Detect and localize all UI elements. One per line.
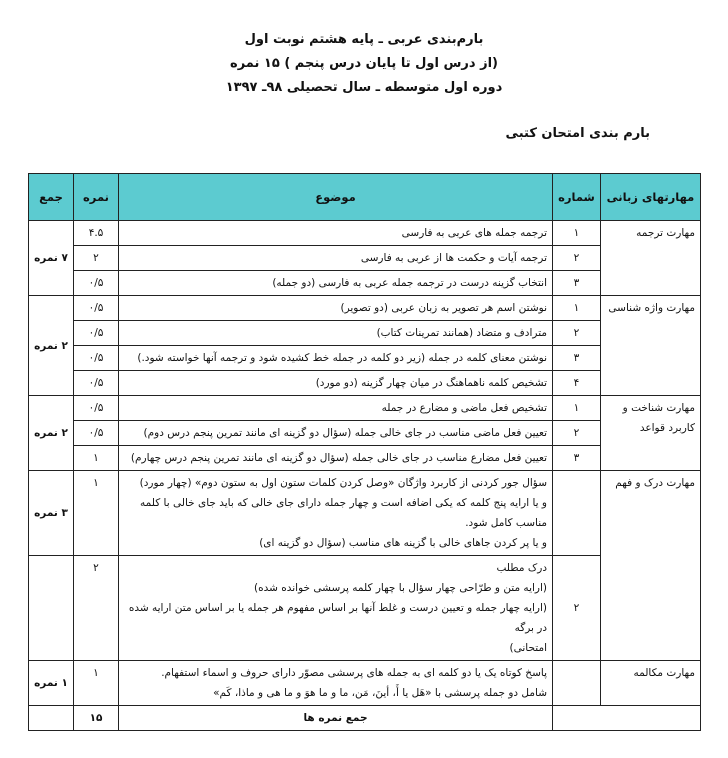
row-score: ۰/۵ [74,346,119,371]
table-row [29,321,701,346]
row-number: ۳ [553,271,601,296]
skill-cell: مهارت شناخت و کاربرد قواعد [601,396,701,471]
topic-line: (ارایه چهار جمله و تعیین درست و غلط آنها بر اساس مفهوم هر جمله یا بر اساس متن ارایه شده در برگه [128,602,547,634]
row-number: ۱ [553,296,601,321]
group-sum: ۲ نمره [29,396,74,471]
row-topic: تشخیص کلمه ناهماهنگ در میان چهار گزینه (دو مورد) [119,371,553,396]
col-header-number: شماره [553,174,601,221]
group-sum: ۱ نمره [29,661,74,706]
topic-line: پاسخ کوتاه یک یا دو کلمه ای به جمله های پرسشی مصوّر دارای حروف و اسماء استفهام. [161,667,547,679]
row-topic: نوشتن اسم هر تصویر به زبان عربی (دو تصویر) [119,296,553,321]
topic-line: شامل دو جمله پرسشی با «هَل یا أَ، أینَ، مَن، ما و ما هوَ و ما هی و ماذا، کَم» [213,687,547,699]
row-number: ۱ [553,396,601,421]
row-score: ۰/۵ [74,321,119,346]
row-topic: تعیین فعل مضارع مناسب در جای خالی جمله (سؤال دو گزینه ای مانند تمرین پنجم درس چهارم) [119,446,553,471]
row-number: ۱ [553,221,601,246]
row-score: ۴.۵ [74,221,119,246]
row-topic: نوشتن معنای کلمه در جمله (زیر دو کلمه در جمله خط کشیده شود و ترجمه آنها خواسته شود.) [119,346,553,371]
total-score: ۱۵ [74,706,119,731]
col-header-skills: مهارتهای زبانی [601,174,701,221]
row-number: ۲ [553,321,601,346]
row-number: ۳ [553,346,601,371]
topic-line: (ارایه متن و طرّاحی چهار سؤال با چهار کلمه پرسشی خوانده شده) [253,582,547,594]
topic-line: و یا ارایه پنج کلمه که یکی اضافه است و چهار جمله دارای جای خالی که باید جای خالی با کلمه [140,497,547,509]
row-number: ۴ [553,371,601,396]
table-row [29,446,701,471]
row-number: ۲ [553,421,601,446]
table-row [29,296,701,321]
row-number: ۳ [553,446,601,471]
row-topic: انتخاب گزینه درست در ترجمه جمله عربی به فارسی (دو جمله) [119,271,553,296]
row-number [553,471,601,556]
total-blank-number [553,706,601,731]
row-number [553,661,601,706]
row-score: ۰/۵ [74,271,119,296]
row-score: ۰/۵ [74,396,119,421]
col-header-topic: موضوع [119,174,553,221]
row-score: ۲ [74,246,119,271]
skill-cell: مهارت ترجمه [601,221,701,296]
subtitle: بارم بندی امتحان کتبی [505,126,650,141]
table-row [29,271,701,296]
table-header-row [29,174,701,221]
row-score: ۲ [74,556,119,661]
skill-cell: مهارت درک و فهم [601,471,701,661]
row-score: ۰/۵ [74,296,119,321]
row-topic: تشخیص فعل ماضی و مضارع در جمله [119,396,553,421]
score-table [28,173,701,731]
total-row [29,706,701,731]
header-line-1: بارم‌بندی عربی ـ پایه هشتم نوبت اول [244,32,484,47]
row-score: ۰/۵ [74,421,119,446]
table-row [29,371,701,396]
table-row [29,246,701,271]
row-topic: ترجمه جمله های عربی به فارسی [119,221,553,246]
header-line-2: (از درس اول تا پایان درس پنجم ) ۱۵ نمره [230,56,498,71]
topic-line: امتحانی) [509,642,547,654]
group-sum: ۲ نمره [29,296,74,396]
group-sum: ۳ نمره [29,471,74,556]
group-sum-empty [29,556,74,661]
skill-cell: مهارت مکالمه [601,661,701,706]
row-topic [119,471,553,556]
table-row [29,661,701,706]
total-blank-sum [29,706,74,731]
table-row [29,471,701,556]
row-topic [119,556,553,661]
row-number: ۲ [553,556,601,661]
row-score: ۱ [74,471,119,556]
row-score: ۱ [74,446,119,471]
table-row [29,421,701,446]
table-row [29,556,701,661]
skill-cell: مهارت واژه شناسی [601,296,701,396]
table-row [29,346,701,371]
row-score: ۱ [74,661,119,706]
topic-line: سؤال جور کردنی از کاربرد واژگان «وصل کردن کلمات ستون اول به ستون دوم» (چهار مورد) [139,477,547,489]
row-number: ۲ [553,246,601,271]
topic-line: و یا پر کردن جاهای خالی با گزینه های مناسب (سؤال دو گزینه ای) [259,537,547,549]
col-header-sum: جمع [29,174,74,221]
total-blank-skill [601,706,701,731]
topic-line: درک مطلب [496,562,547,574]
col-header-score: نمره [74,174,119,221]
row-topic: تعیین فعل ماضی مناسب در جای خالی جمله (سؤال دو گزینه ای مانند تمرین پنجم درس دوم) [119,421,553,446]
row-topic: مترادف و متضاد (همانند تمرینات کتاب) [119,321,553,346]
row-topic: ترجمه آیات و حکمت ها از عربی به فارسی [119,246,553,271]
topic-line: مناسب کامل شود. [465,517,547,529]
row-score: ۰/۵ [74,371,119,396]
row-topic [119,661,553,706]
group-sum: ۷ نمره [29,221,74,296]
header-line-3: دوره اول متوسطه ـ سال تحصیلی ۹۸ـ ۱۳۹۷ [225,80,503,95]
table-row [29,221,701,246]
table-row [29,396,701,421]
total-label: جمع نمره ها [119,706,553,731]
document-header [0,28,728,100]
